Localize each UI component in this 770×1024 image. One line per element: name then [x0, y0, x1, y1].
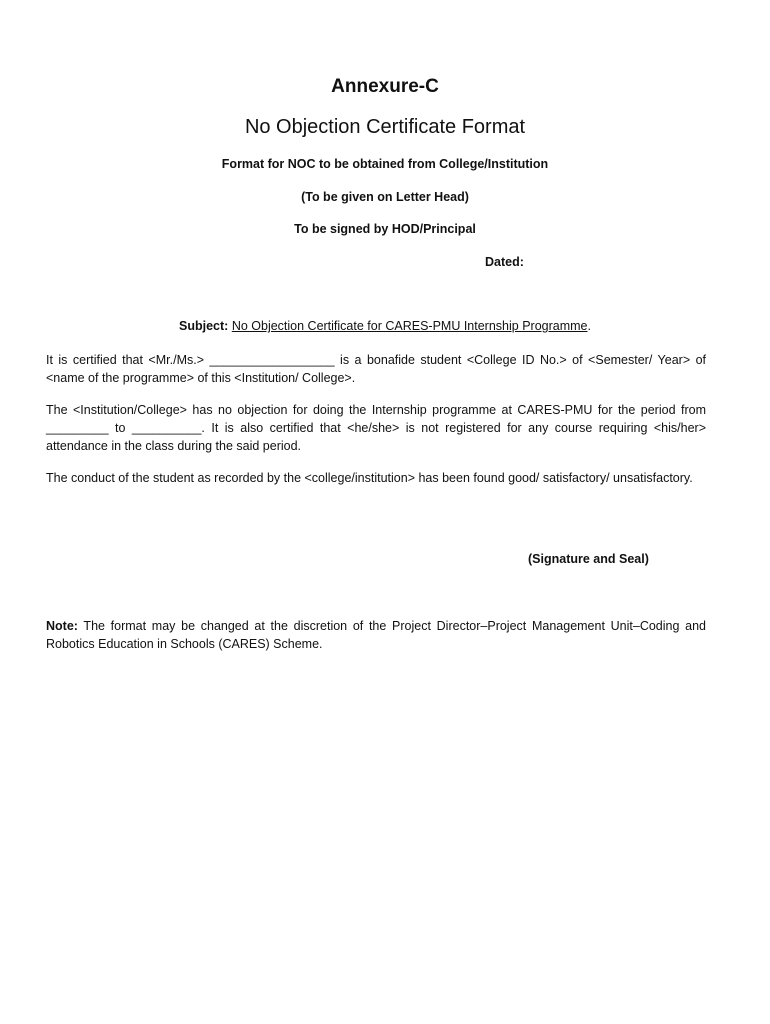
note-paragraph [46, 617, 706, 653]
dated-label: Dated: [485, 255, 524, 269]
subject-line [0, 319, 770, 333]
note-text: The format may be changed at the discretion of the Project Director–Project Management Unit–Coding and Robotics Education in Schools (CARES) Scheme. [46, 619, 706, 651]
body-paragraph-2: The <Institution/College> has no objection for doing the Internship programme at CARES-PMU for the period from _________ to __________. It is also certified that <he/she> is not registered for any course requiring <his/her> attendance in the class during the said period. [46, 403, 706, 453]
subject-end: . [587, 319, 591, 333]
format-line: Format for NOC to be obtained from College/Institution [221, 157, 549, 171]
page-title: No Objection Certificate Format [244, 116, 526, 138]
body-paragraph-1: It is certified that <Mr./Ms.> __________________ is a bonafide student <College ID No.> of <Semester/ Year> of <name of the programme> of this <Institution/ College>. [46, 353, 706, 385]
letterhead-line: (To be given on Letter Head) [301, 190, 469, 204]
note-label: Note: [46, 619, 78, 633]
subject-text: No Objection Certificate for CARES-PMU Internship Programme [231, 319, 588, 333]
signed-by-line: To be signed by HOD/Principal [294, 222, 476, 236]
signature-seal-label: (Signature and Seal) [528, 552, 649, 566]
annexure-heading: Annexure-C [331, 76, 439, 97]
body-paragraph-3: The conduct of the student as recorded by the <college/institution> has been found good/ satisfactory/ unsatisfactory. [46, 471, 693, 485]
subject-label: Subject: [179, 319, 229, 333]
